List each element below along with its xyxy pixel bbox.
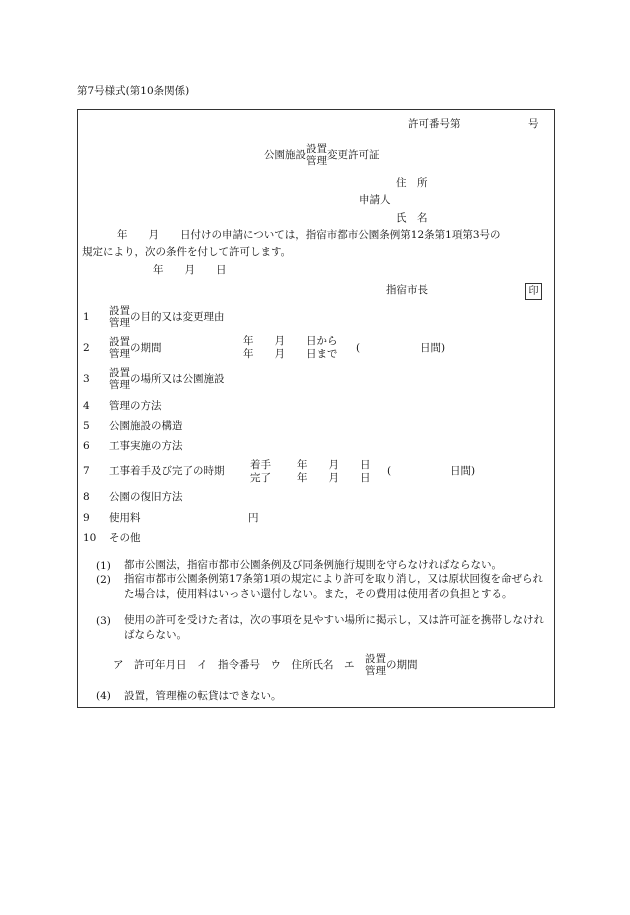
item-7-end-label: 完了 [250,472,271,484]
note-2-text: 指宿市都市公園条例第17条第1項の規定により許可を取り消し，又は原状回復を命ぜられた場合は，使用料はいっさい還付しない。また，その費用は使用者の負担とする。 [124,573,544,601]
item-2-days: 日間) [420,342,446,354]
item-2-paren-open: ( [356,342,361,354]
item-4: 4 管理の方法 [83,400,162,412]
item-3 [83,367,225,391]
intro-line-1: 年 月 日付けの申請については，指宿市都市公園条例第12条第1項第3号の [117,229,501,241]
setti-kanri-stack: 設置 管理 [109,367,130,392]
item-2 [83,336,162,360]
note-1-number: (1) [96,560,111,572]
setti-kanri-stack: 設置 管理 [109,336,130,361]
title-stack: 設置 管理 [306,143,327,168]
setti-kanri-stack: 設置 管理 [365,653,386,678]
permit-number-suffix: 号 [528,118,539,130]
note-4-text: 設置，管理権の転貸はできない。 [124,690,282,702]
item-text: の場所又は公園施設 [130,372,225,385]
item-9: 9 使用料 [83,512,141,524]
official-seal-box: 印 [525,283,542,300]
item-text: の目的又は変更理由 [130,310,225,323]
item-number: 1 [83,310,90,323]
item-7-start-date: 年 月 日 [297,459,371,471]
note-2-number: (2) [96,574,111,586]
item-8: 8 公園の復旧方法 [83,491,183,503]
note-1-text: 都市公園法，指宿市都市公園条例及び同条例施行規則を守らなければならない。 [124,559,502,571]
item-7-end-date: 年 月 日 [297,472,371,484]
intro-line-2: 規定により，次の条件を付して許可します。 [82,246,292,258]
title-right: 変更許可証 [327,148,380,161]
applicant-address-label: 住 所 [396,177,428,189]
item-number: 2 [83,341,90,354]
form-number-label: 第7号様式(第10条関係) [77,85,190,97]
mayor-title: 指宿市長 [386,284,428,296]
note-3-items: ア 許可年月日 イ 指令番号 ウ 住所氏名 エ 設置 管理 の期間 [113,653,418,678]
item-2-period-from: 年 月 日から [243,335,338,347]
item-9-unit: 円 [248,512,259,524]
note-3-text: 使用の許可を受けた者は，次の事項を見やすい場所に掲示し，又は許可証を携帯しなければならない。 [124,614,544,642]
item-7-start-label: 着手 [250,459,271,471]
issue-date: 年 月 日 [153,264,227,276]
item-5: 5 公園施設の構造 [83,420,183,432]
item-6: 6 工事実施の方法 [83,440,183,452]
permit-number-prefix: 許可番号第 [408,118,461,130]
item-number: 3 [83,372,90,385]
item-text: の期間 [130,341,162,354]
item-7: 7 工事着手及び完了の時期 [83,465,225,477]
title-left: 公園施設 [264,148,306,161]
note-4-number: (4) [96,690,111,702]
applicant-role-label: 申請人 [359,194,391,206]
item-10: 10 その他 [83,532,141,544]
item-7-paren-open: ( [387,465,392,477]
setti-kanri-stack: 設置 管理 [109,305,130,330]
item-1 [83,305,225,329]
item-2-period-to: 年 月 日まで [243,348,338,360]
document-title [264,143,380,167]
applicant-name-label: 氏 名 [396,212,428,224]
item-7-days: 日間) [450,465,476,477]
note-3-number: (3) [96,615,111,627]
